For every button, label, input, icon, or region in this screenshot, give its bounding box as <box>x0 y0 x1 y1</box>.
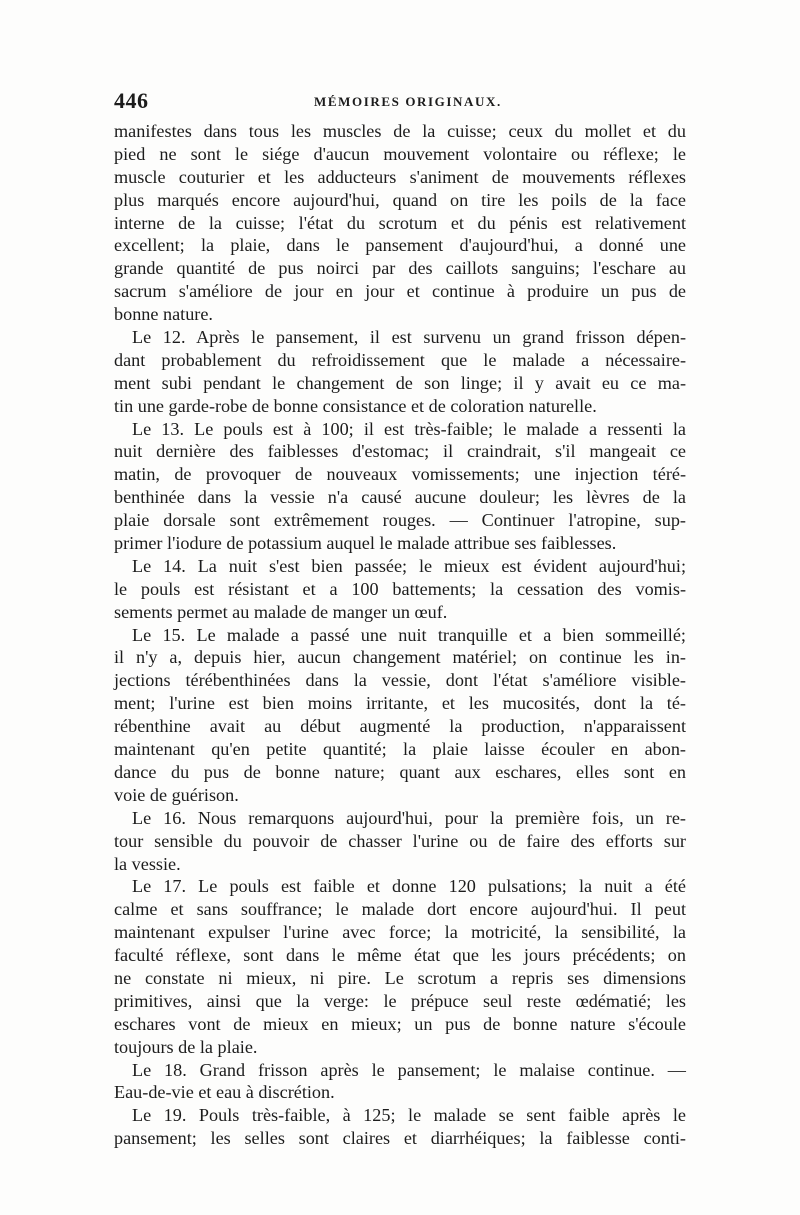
page-number: 446 <box>114 88 149 113</box>
text-line: interne de la cuisse; l'état du scrotum et du pénis est relativement <box>114 212 686 233</box>
text-line: grande quantité de pus noirci par des caillots sanguins; l'eschare au <box>114 258 686 279</box>
text-line: maintenant expulser l'urine avec force; la motricité, la sensibilité, la <box>114 922 686 943</box>
text-line: manifestes dans tous les muscles de la cuisse; ceux du mollet et du <box>114 121 686 141</box>
running-title: MÉMOIRES ORIGINAUX. <box>314 94 502 109</box>
body-text <box>114 120 686 1150</box>
text-line: sements permet au malade de manger un œuf. <box>114 601 448 622</box>
text-line: il n'y a, depuis hier, aucun changement matériel; on continue les in- <box>114 647 686 668</box>
text-line: nuit dernière des faiblesses d'estomac; il craindrait, s'il mangeait ce <box>114 441 686 462</box>
entry-line: Le 16. Nous remarquons aujourd'hui, pour la première fois, un re- <box>132 807 686 828</box>
text-line: la vessie. <box>114 853 181 874</box>
text-line: pied ne sont le siége d'aucun mouvement volontaire ou réflexe; le <box>114 143 686 164</box>
text-line: le pouls est résistant et a 100 battements; la cessation des vomis- <box>114 578 686 599</box>
entry-line: Le 17. Le pouls est faible et donne 120 pulsations; la nuit a été <box>132 876 686 897</box>
text-line: calme et sans souffrance; le malade dort encore aujourd'hui. Il peut <box>114 899 686 920</box>
text-line: jections térébenthinées dans la vessie, dont l'état s'améliore visible- <box>114 670 686 691</box>
text-line: ment; l'urine est bien moins irritante, et les mucosités, dont la té- <box>114 693 686 714</box>
entry-line: Le 15. Le malade a passé une nuit tranquille et a bien sommeillé; <box>132 624 686 645</box>
text-line: pansement; les selles sont claires et diarrhéiques; la faiblesse conti- <box>114 1128 686 1149</box>
text-line: benthinée dans la vessie n'a causé aucune douleur; les lèvres de la <box>114 487 686 508</box>
text-line: tour sensible du pouvoir de chasser l'urine ou de faire des efforts sur <box>114 830 686 851</box>
text-line: eschares vont de mieux en mieux; un pus de bonne nature s'écoule <box>114 1013 686 1034</box>
text-line: matin, de provoquer de nouveaux vomissements; une injection téré- <box>114 464 686 485</box>
text-line: ne constate ni mieux, ni pire. Le scrotum a repris ses dimensions <box>114 967 686 988</box>
text-line: dant probablement du refroidissement que le malade a nécessaire- <box>114 349 686 370</box>
text-line: muscle couturier et les adducteurs s'animent de mouvements réflexes <box>114 166 686 187</box>
text-line: tin une garde-robe de bonne consistance et de coloration naturelle. <box>114 395 597 416</box>
text-line: toujours de la plaie. <box>114 1036 258 1057</box>
text-line: Eau-de-vie et eau à discrétion. <box>114 1082 335 1103</box>
entry-line: Le 18. Grand frisson après le pansement; le malaise continue. — <box>132 1059 686 1080</box>
text-line: voie de guérison. <box>114 784 239 805</box>
running-head <box>114 88 686 116</box>
entry-line: Le 14. La nuit s'est bien passée; le mieux est évident aujourd'hui; <box>132 555 686 576</box>
text-line: sacrum s'améliore de jour en jour et continue à produire un pus de <box>114 281 686 302</box>
text-line: primer l'iodure de potassium auquel le malade attribue ses faiblesses. <box>114 533 617 554</box>
text-line: maintenant qu'en petite quantité; la plaie laisse écouler en abon- <box>114 739 686 760</box>
text-line: excellent; la plaie, dans le pansement d'aujourd'hui, a donné une <box>114 235 686 256</box>
entry-line: Le 19. Pouls très-faible, à 125; le malade se sent faible après le <box>132 1105 686 1126</box>
text-line: dance du pus de bonne nature; quant aux eschares, elles sont en <box>114 761 686 782</box>
entry-line: Le 13. Le pouls est à 100; il est très-faible; le malade a ressenti la <box>132 418 686 439</box>
text-line: ment subi pendant le changement de son linge; il y avait eu ce ma- <box>114 372 686 393</box>
text-line: bonne nature. <box>114 304 213 325</box>
text-line: primitives, ainsi que la verge: le prépuce seul reste œdématié; les <box>114 990 686 1011</box>
text-line: rébenthine avait au début augmenté la production, n'apparaissent <box>114 716 686 737</box>
entry-line: Le 12. Après le pansement, il est survenu un grand frisson dépen- <box>132 327 686 348</box>
text-line: plus marqués encore aujourd'hui, quand on tire les poils de la face <box>114 189 686 210</box>
text-line: faculté réflexe, sont dans le même état que les jours précédents; on <box>114 945 686 966</box>
text-line: plaie dorsale sont extrêmement rouges. — Continuer l'atropine, sup- <box>114 510 686 531</box>
